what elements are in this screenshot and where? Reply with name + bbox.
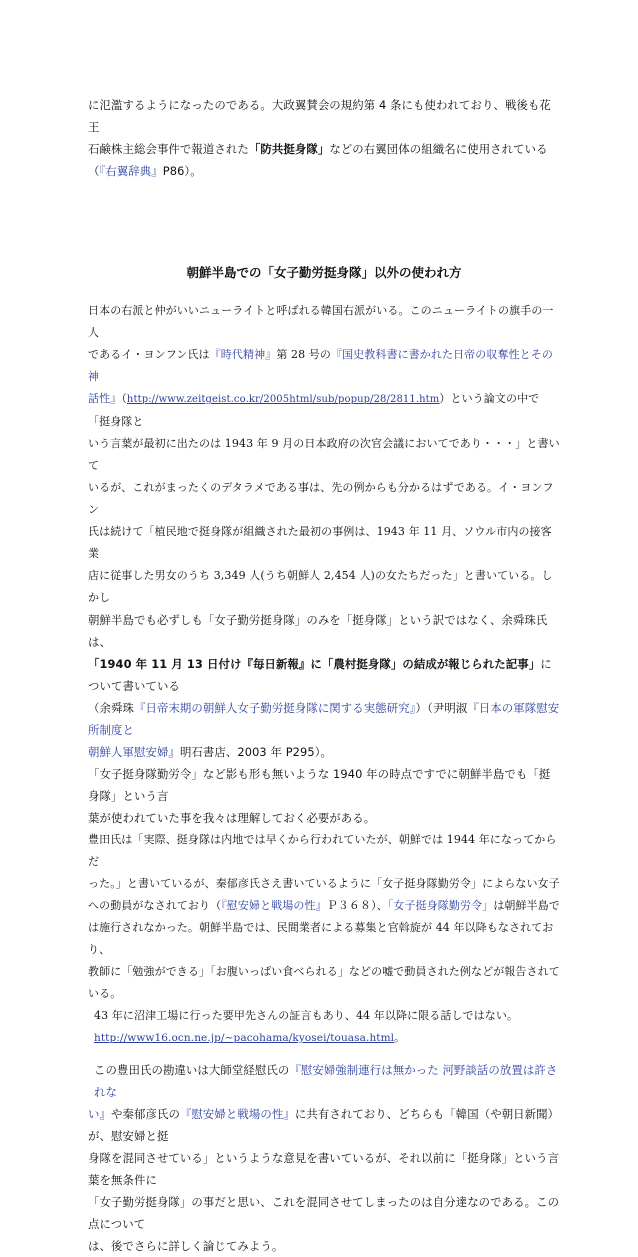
text-line: いる。 bbox=[88, 987, 122, 1000]
paragraph-conclusion bbox=[88, 1059, 560, 1257]
link-daishidou-book[interactable]: 『慰安婦強制連行は無かった 河野談話の放置は許されな bbox=[94, 1063, 558, 1099]
link-jidai-seishin[interactable]: 『時代精神』 bbox=[209, 348, 277, 361]
text-line bbox=[88, 1059, 560, 1103]
text-line: 身隊を混同させている」というような意見を書いているが、それ以前に「挺身隊」という言葉を無条件に bbox=[88, 1151, 560, 1187]
text-run: 明石書店、2003 年 P295）。 bbox=[179, 745, 333, 759]
emphasis-boukyou-teishintai: 「防共挺身隊」 bbox=[248, 142, 330, 156]
text-run: などの右翼団体の組織名に使用されている bbox=[329, 142, 548, 156]
document-page bbox=[88, 94, 560, 1257]
paragraph-toyoda bbox=[88, 829, 560, 1049]
text-line: 43 年に沼津工場に行った要甲先さんの証言もあり、44 年以降に限る話しではない。 bbox=[94, 1009, 519, 1022]
text-line bbox=[88, 138, 560, 160]
text-run: への動員がなされており（ bbox=[88, 899, 222, 912]
text-run: （余舜珠 bbox=[88, 701, 134, 715]
link-yun-book[interactable]: 『日本の軍隊慰安所制度と bbox=[88, 701, 560, 737]
text-line bbox=[88, 344, 560, 388]
text-line: 日本の右派と仲がいいニューライトと呼ばれる韓国右派がいる。このニューライトの旗手の一人 bbox=[88, 304, 554, 339]
text-line bbox=[88, 653, 560, 697]
text-run: （ bbox=[88, 164, 100, 178]
link-zeitgeist-url[interactable]: http://www.zeitgeist.co.kr/2005html/sub/popup/28/2811.htm bbox=[126, 394, 440, 405]
link-ianfu-senjou[interactable]: 『慰安婦と戦場の性』 bbox=[221, 899, 327, 912]
text-line bbox=[88, 1027, 560, 1049]
spacer bbox=[88, 1049, 560, 1059]
text-run: 石鹸株主総会事件で報道された bbox=[88, 142, 249, 156]
text-run: 第 28 号の bbox=[276, 348, 331, 361]
link-yun-book-cont[interactable]: 朝鮮人軍慰安婦』 bbox=[88, 745, 180, 759]
link-kokushi-article[interactable]: 『国史教科書に書かれた日帝の収奪性とその神 bbox=[88, 348, 553, 383]
text-line: 「女子挺身隊勤労令」など影も形も無いような 1940 年の時点ですでに朝鮮半島でも「挺身隊」という言 bbox=[88, 767, 551, 803]
text-line: に氾濫するようになったのである。大政翼賛会の規約第 4 条にも使われており、戦後も花王 bbox=[88, 98, 551, 134]
text-line: 店に従事した男女のうち 3,349 人(うち朝鮮人 2,454 人)の女たちだった」と書いている。しかし bbox=[88, 569, 553, 604]
link-ianfu-senjou-2[interactable]: 『慰安婦と戦場の性』 bbox=[179, 1107, 295, 1121]
link-yeo-study[interactable]: 『日帝末期の朝鮮人女子勤労挺身隊に関する実態研究』 bbox=[133, 701, 416, 715]
text-line: 氏は続けて「植民地で挺身隊が組織された最初の事例は、1943 年 11 月、ソウル市内の接客業 bbox=[88, 525, 552, 560]
text-line: は、後でさらに詳しく論じてみよう。 bbox=[88, 1239, 284, 1253]
text-line: 葉が使われていた事を我々は理解しておく必要がある。 bbox=[88, 811, 376, 825]
text-line bbox=[88, 697, 560, 741]
text-line: 「女子勤労挺身隊」の事だと思い、これを混同させてしまったのは自分達なのである。この点について bbox=[88, 1195, 560, 1231]
text-line bbox=[88, 388, 560, 433]
text-run: （ bbox=[121, 392, 127, 405]
text-line: いるが、これがまったくのデタラメである事は、先の例からも分かるはずである。イ・ヨンフン bbox=[88, 481, 554, 516]
text-line: 教師に「勉強ができる」「お腹いっぱい食べられる」などの嘘で動員された例などが報告されて bbox=[88, 965, 560, 978]
text-line: 豊田氏は「実際、挺身隊は内地では早くから行われていたが、朝鮮では 1944 年になってからだ bbox=[88, 833, 557, 868]
text-line: いう言葉が最初に出たのは 1943 年 9 月の日本政府の次官会議においてであり・・・」と書いて bbox=[88, 437, 560, 472]
text-run: について書いている bbox=[88, 657, 552, 693]
link-kokushi-article-cont[interactable]: 話性』 bbox=[88, 392, 122, 405]
emphasis-1940-article: 「1940 年 11 月 13 日付け『毎日新報』に「農村挺身隊」の結成が報じられた記事」 bbox=[88, 657, 541, 671]
text-run: P86）。 bbox=[162, 164, 202, 178]
text-run: であるイ・ヨンフン氏は bbox=[88, 348, 210, 361]
text-line: った。」と書いているが、秦郁彦氏さえ書いているように「女子挺身隊勤労令」によらない女子 bbox=[88, 877, 560, 890]
section-heading: 朝鮮半島での「女子勤労挺身隊」以外の使われ方 bbox=[186, 265, 462, 280]
paragraph-newright bbox=[88, 300, 560, 609]
text-run: や秦郁彦氏の bbox=[110, 1107, 180, 1121]
text-line: 朝鮮半島でも必ずしも「女子勤労挺身隊」のみを「挺身隊」という訳ではなく、余舜珠氏は、 bbox=[88, 613, 548, 649]
text-run: この豊田氏の勘違いは大師堂経慰氏の bbox=[94, 1063, 290, 1077]
text-run: 。 bbox=[394, 1031, 406, 1044]
text-run: Ｐ３６８）、 bbox=[326, 899, 388, 912]
link-teishintai-rei[interactable]: 「女子挺身隊勤労令」 bbox=[387, 899, 494, 912]
text-run: ）という論文の中で「挺身隊と bbox=[88, 392, 540, 428]
text-line bbox=[88, 895, 560, 917]
text-run: は朝鮮半島で bbox=[493, 899, 560, 912]
text-line: は施行されなかった。朝鮮半島では、民間業者による募集と官斡旋が 44 年以降もなされており、 bbox=[88, 921, 554, 956]
paragraph-intro bbox=[88, 94, 560, 182]
text-line bbox=[88, 160, 560, 182]
text-line bbox=[88, 741, 560, 763]
link-pacohama-url[interactable]: http://www16.ocn.ne.jp/~pacohama/kyosei/touasa.html bbox=[94, 1032, 395, 1044]
text-run: に共有されており、どちらも「韓国（や朝日新聞）が、慰安婦と挺 bbox=[88, 1107, 560, 1143]
link-uyoku-jiten[interactable]: 『右翼辞典』 bbox=[99, 164, 163, 178]
text-run: ）（尹明淑 bbox=[415, 701, 468, 715]
text-line bbox=[88, 1103, 560, 1147]
link-daishidou-book-cont[interactable]: い』 bbox=[88, 1107, 111, 1121]
paragraph-korea-usage bbox=[88, 609, 560, 829]
